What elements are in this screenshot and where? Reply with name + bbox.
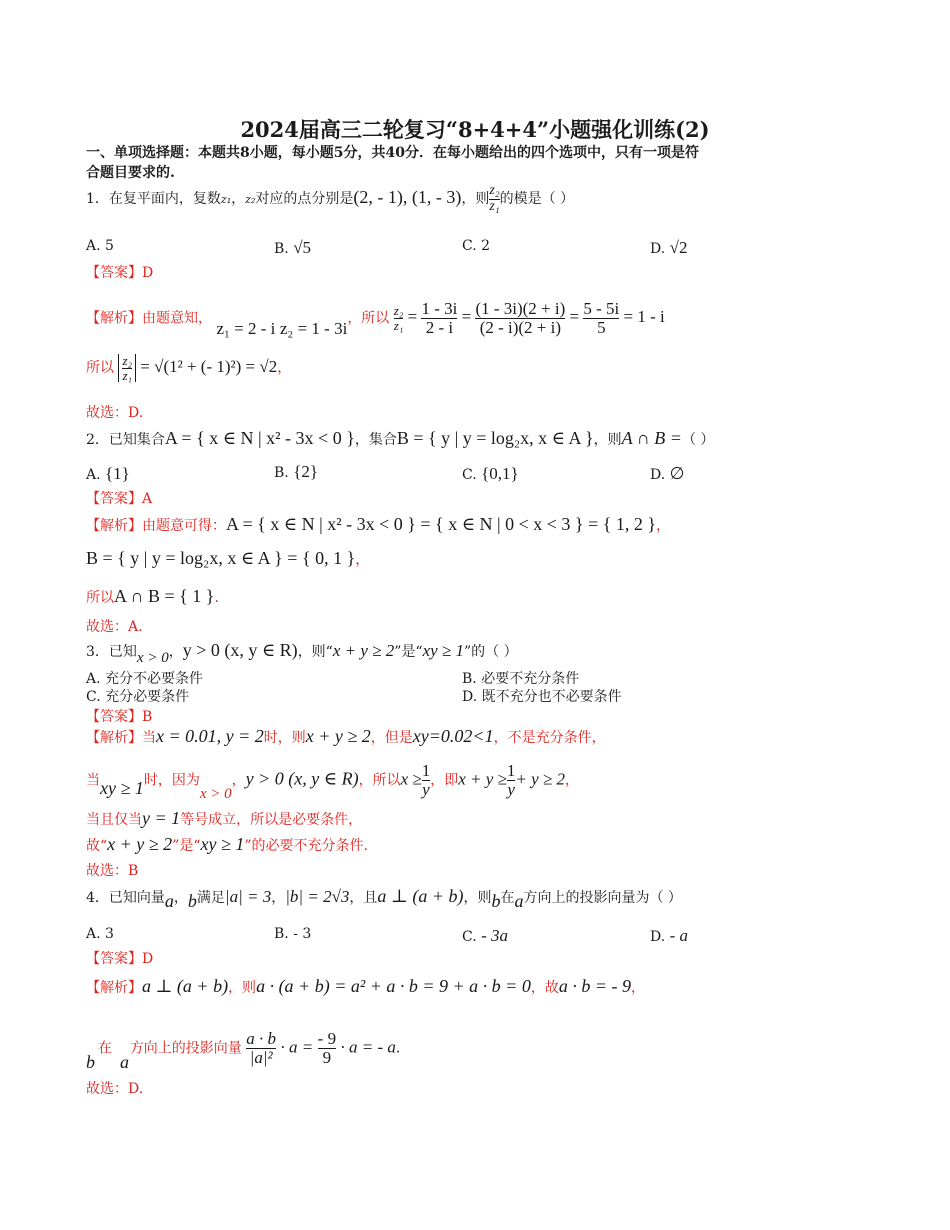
q2-choose: 故选：A. [86,619,143,635]
q4-option-d: D. - a [650,926,689,945]
q3-option-d: D. 既不充分也不必要条件 [462,689,622,705]
q3-stem: 3．已知x > 0，y > 0 (x, y ∈ R)，则“x + y ≥ 2”是“xy ≥ 1”的（ ） [86,640,518,666]
q4-answer: 【答案】D [86,951,154,967]
q3-answer: 【答案】B [86,709,153,725]
q2-option-b: B. {2} [274,462,319,481]
q3-option-c: C. 充分必要条件 [86,689,190,705]
q3-analysis-line1: 【解析】当x = 0.01, y = 2时，则x + y ≥ 2，但是xy=0.02<1，不是充分条件， [86,726,606,746]
q4-option-c: C. - 3a [462,926,509,945]
q4-option-b: B. - 3 [274,926,312,942]
q3-choose: 故选：B [86,863,139,879]
q2-answer: 【答案】A [86,491,153,507]
q2-option-a: A. {1} [86,464,130,483]
q1-stem: 1．在复平面内，复数z₁，z₂对应的点分别是(2, - 1), (1, - 3)，则 $\frac{\text{z₂}}{\text{z₁}}$ 的模是（ ） [86,183,575,214]
q2-analysis-line3: 所以A ∩ B = { 1 }. [86,586,219,606]
q4-analysis-line2: 在 方向上的投影向量 $\frac{a \cdot b}{\text{|a|²}}$ · a = $\frac{- 9}{9}$ · a = - a. [98,1029,401,1067]
section-heading-line1: 一、单项选择题：本题共8小题，每小题5分，共40分．在每小题给出的四个选项中，只有一项是符 [86,145,699,161]
q3-option-b: B. 必要不充分条件 [462,671,580,687]
q1-option-c: C. 2 [462,238,491,254]
page-title: 2024届高三二轮复习“8+4+4”小题强化训练(2) [240,117,710,142]
q3-analysis-line4: 故“x + y ≥ 2”是“xy ≥ 1”的必要不充分条件. [86,834,368,854]
q2-option-d: D. ∅ [650,464,685,483]
q2-option-c: C. {0,1} [462,464,519,483]
q4-choose: 故选：D. [86,1081,144,1097]
q3-analysis-line2: 当xy ≥ 1时，因为x > 0，y > 0 (x, y ∈ R)，所以x ≥ $\frac{1}{y}$ ，即x + y ≥ $\frac{1}{y}$ + y ≥ 2， [86,761,579,803]
q3-option-a: A. 充分不必要条件 [86,671,204,687]
q2-stem: 2．已知集合A = { x ∈ N | x² - 3x < 0 }，集合B = { y | y = log₂x, x ∈ A }，则A ∩ B =（ ） [86,428,715,448]
q2-analysis-line1: 【解析】由题意可得：A = { x ∈ N | x² - 3x < 0 } = { x ∈ N | 0 < x < 3 } = { 1, 2 }， [86,514,670,534]
q1-option-b: B. √5 [274,238,312,257]
q1-option-d: D. √2 [650,238,688,257]
q4-vector-b-label: b [86,1052,95,1072]
q3-analysis-line3: 当且仅当y = 1等号成立，所以是必要条件， [86,808,363,828]
q4-option-a: A. 3 [86,926,114,942]
q4-analysis-line1: 【解析】a ⊥ (a + b)，则a · (a + b) = a² + a · b = 9 + a · b = 0，故a · b = - 9， [86,976,645,996]
q1-option-a: A. 5 [86,238,114,254]
q2-analysis-line2: B = { y | y = log₂x, x ∈ A } = { 0, 1 }， [86,548,370,568]
q1-answer: 【答案】D [86,265,154,281]
q1-analysis-line1: 【解析】由题意知， z₁ = 2 - i z₂ = 1 - 3i，所以 $\frac{\text{z₂}}{\text{z₁}}$ = $\frac{1 - 3i}{2 - i}$ = $\frac{(1 - 3i)(2 + i)}{(2 - i)(2 + i)}$ = $\frac{5 - 5i}{5}$ = 1 - i [86,299,665,339]
q4-stem: 4．已知向量a，b满足|a| = 3，|b| = 2√3，且a ⊥ (a + b)，则b在a方向上的投影向量为（ ） [86,886,682,911]
q1-choose: 故选：D. [86,405,144,421]
q1-fraction: $\frac{\text{z₂}}{\text{z₁}}$ [489,183,500,214]
q4-vector-a-label: a [120,1052,129,1072]
q1-analysis-line2: 所以 $\frac{\text{z₂}}{\text{z₁}}$ = √(1² + (- 1)²) = √2， [86,353,292,383]
section-heading-line2: 合题目要求的. [86,165,175,181]
